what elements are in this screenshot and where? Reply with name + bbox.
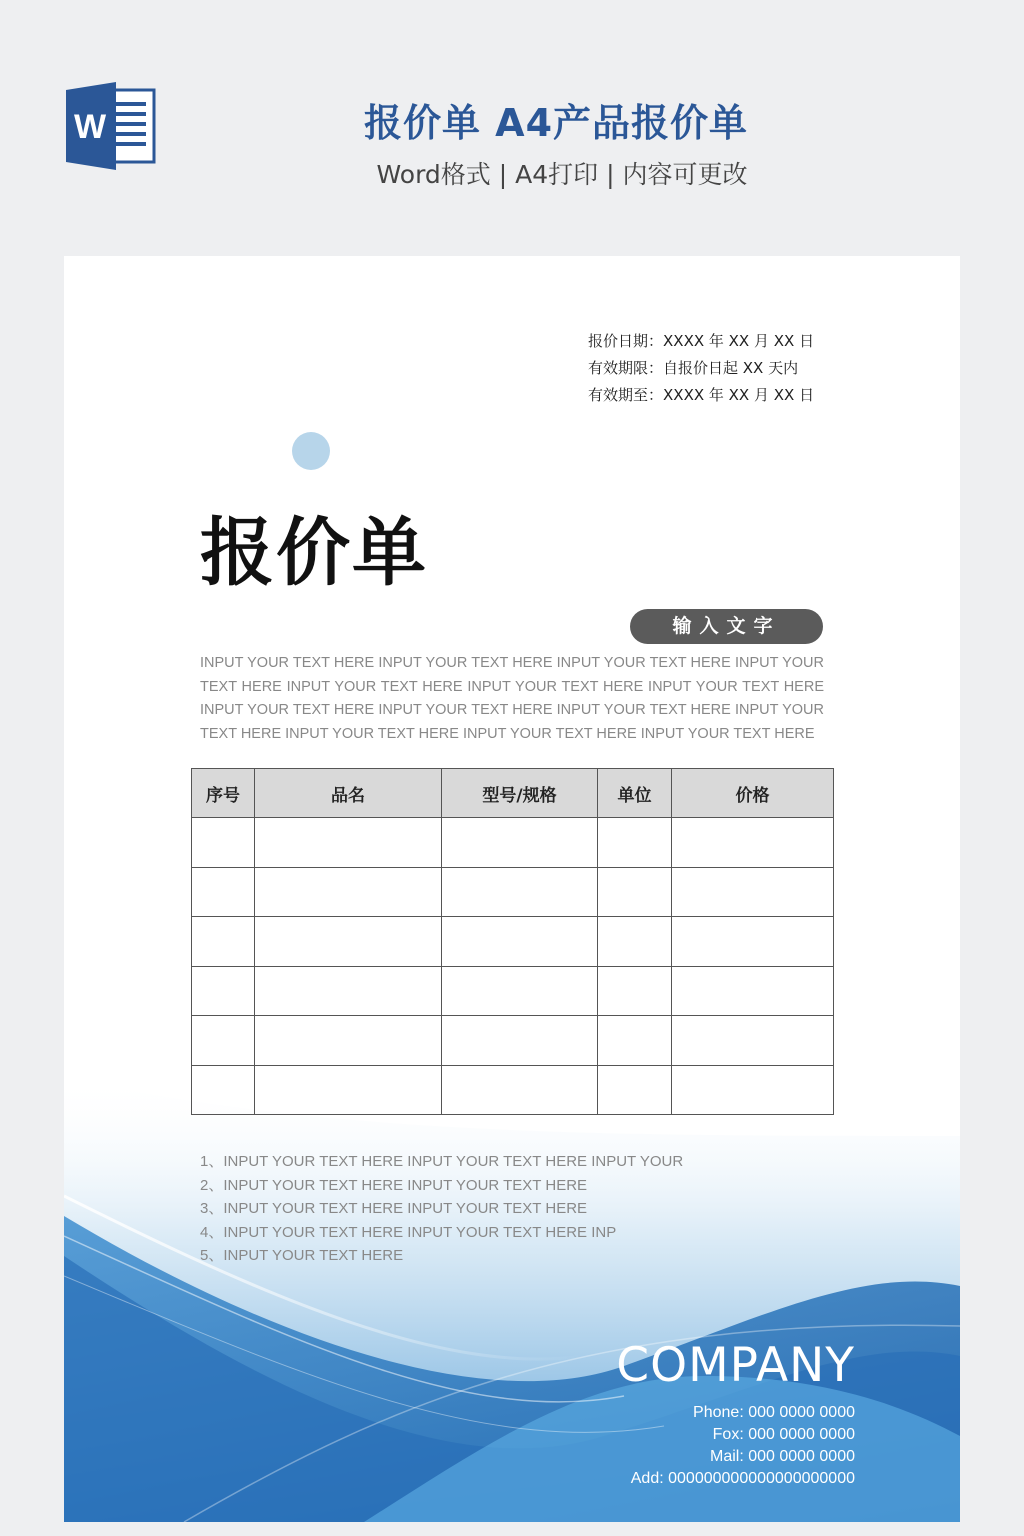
table-cell[interactable] — [672, 1016, 834, 1066]
table-cell[interactable] — [672, 1065, 834, 1115]
table-cell[interactable] — [255, 966, 442, 1016]
input-text-pill: 输入文字 — [630, 609, 823, 644]
contact-address-label: Add: — [630, 1470, 664, 1487]
contact-block — [631, 1402, 855, 1490]
table-cell[interactable] — [255, 818, 442, 868]
meta-validity-value: 自报价日起 XX 天内 — [663, 359, 799, 377]
note-item: 1、INPUT YOUR TEXT HERE INPUT YOUR TEXT HERE INPUT YOUR — [200, 1153, 684, 1170]
contact-phone-value: 000 0000 0000 — [748, 1404, 855, 1421]
table-cell[interactable] — [255, 1016, 442, 1066]
note-item: 5、INPUT YOUR TEXT HERE — [200, 1247, 404, 1264]
table-cell[interactable] — [598, 818, 672, 868]
table-row — [192, 917, 834, 967]
table-header-row — [192, 769, 834, 818]
meta-validity-row — [588, 355, 814, 382]
table-cell[interactable] — [255, 917, 442, 967]
quote-table — [191, 768, 834, 1115]
table-cell[interactable] — [192, 818, 255, 868]
header-subtitle: Word格式 | A4打印 | 内容可更改 — [376, 160, 748, 189]
contact-mail — [631, 1446, 855, 1468]
header-title: 报价单 A4产品报价单 — [363, 101, 749, 145]
contact-address — [631, 1468, 855, 1490]
company-name: COMPANY — [616, 1338, 855, 1393]
meta-date-label: 报价日期： — [588, 332, 664, 350]
table-cell[interactable] — [192, 1065, 255, 1115]
accent-dot — [292, 432, 330, 470]
note-item: 4、INPUT YOUR TEXT HERE INPUT YOUR TEXT HERE INP — [200, 1223, 617, 1241]
contact-fax-value: 000 0000 0000 — [748, 1426, 855, 1443]
table-cell[interactable] — [598, 867, 672, 917]
meta-expiry-row — [588, 382, 814, 409]
table-cell[interactable] — [255, 1065, 442, 1115]
table-cell[interactable] — [598, 917, 672, 967]
meta-expiry-value: XXXX 年 XX 月 XX 日 — [663, 386, 815, 404]
table-row — [192, 966, 834, 1016]
note-item: 2、INPUT YOUR TEXT HERE INPUT YOUR TEXT HERE — [200, 1176, 588, 1194]
col-header-product: 品名 — [255, 769, 442, 818]
contact-phone-label: Phone: — [693, 1404, 744, 1421]
table-cell[interactable] — [442, 1016, 598, 1066]
meta-expiry-label: 有效期至： — [588, 386, 664, 404]
contact-fax — [631, 1424, 855, 1446]
contact-mail-value: 000 0000 0000 — [748, 1448, 855, 1465]
notes-list — [200, 1150, 683, 1268]
table-cell[interactable] — [442, 818, 598, 868]
meta-validity-label: 有效期限： — [588, 359, 664, 377]
col-header-unit: 单位 — [598, 769, 672, 818]
col-header-index: 序号 — [192, 769, 255, 818]
table-cell[interactable] — [442, 867, 598, 917]
table-cell[interactable] — [442, 1065, 598, 1115]
table-cell[interactable] — [255, 867, 442, 917]
table-row — [192, 867, 834, 917]
table-cell[interactable] — [672, 917, 834, 967]
table-row — [192, 818, 834, 868]
table-cell[interactable] — [672, 867, 834, 917]
table-cell[interactable] — [598, 966, 672, 1016]
table-cell[interactable] — [442, 917, 598, 967]
table-cell[interactable] — [192, 966, 255, 1016]
col-header-price: 价格 — [672, 769, 834, 818]
col-header-model: 型号/规格 — [442, 769, 598, 818]
table-cell[interactable] — [192, 917, 255, 967]
table-row — [192, 1016, 834, 1066]
contact-mail-label: Mail: — [709, 1448, 744, 1465]
intro-paragraph: INPUT YOUR TEXT HERE INPUT YOUR TEXT HERE INPUT YOUR TEXT HERE INPUT YOUR TEXT HERE INPUT YOUR TEXT HERE INPUT YOUR TEXT HERE INPUT YOUR TEXT HERE INPUT YOUR TEXT HERE INPUT YOUR TEXT HERE INPUT YOUR TEXT HERE INPUT YOUR TEXT HERE INPUT YOUR TEXT HERE INPUT YOUR TEXT HERE INPUT YOUR TEXT HERE — [200, 655, 824, 742]
contact-phone — [631, 1402, 855, 1424]
table-cell[interactable] — [442, 966, 598, 1016]
contact-address-value: 000000000000000000000 — [668, 1470, 855, 1487]
note-item: 3、INPUT YOUR TEXT HERE INPUT YOUR TEXT HERE — [200, 1200, 588, 1217]
contact-fax-label: Fox: — [712, 1426, 744, 1443]
quote-meta — [588, 328, 814, 409]
table-cell[interactable] — [672, 966, 834, 1016]
meta-date-row — [588, 328, 814, 355]
table-cell[interactable] — [672, 818, 834, 868]
meta-date-value: XXXX 年 XX 月 XX 日 — [663, 332, 815, 350]
document-title: 报价单 — [200, 510, 428, 596]
table-cell[interactable] — [598, 1065, 672, 1115]
table-cell[interactable] — [598, 1016, 672, 1066]
table-cell[interactable] — [192, 1016, 255, 1066]
table-cell[interactable] — [192, 867, 255, 917]
word-icon-letter: W — [73, 108, 107, 146]
table-row — [192, 1065, 834, 1115]
document-page — [64, 256, 960, 1522]
